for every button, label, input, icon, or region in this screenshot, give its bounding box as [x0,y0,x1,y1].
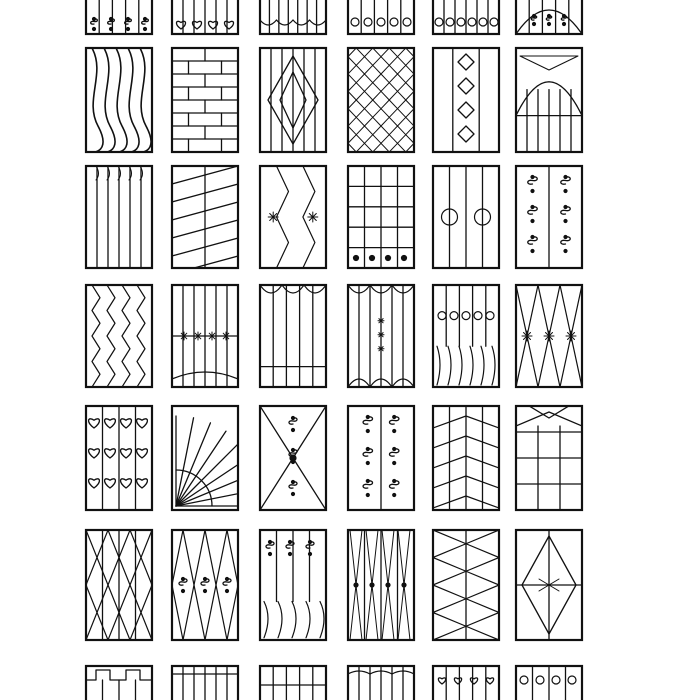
grille-design-diamond-scroll [172,530,238,640]
grille-design-circles [433,166,499,268]
grille-design-bars-curl [86,166,152,268]
grille-design-top-curls [348,0,414,34]
grille-design-hearts [86,406,152,510]
grille-design-top-rings [433,0,499,34]
grille-design-top-scrolls [86,0,152,34]
grille-design-arch-bottom [348,666,414,700]
grille-design-sunburst [172,406,266,510]
grille-design-diamonds-center [433,48,499,152]
grille-design-curl-grid [348,166,414,268]
grille-design-grid-bottom-2 [516,666,582,700]
grille-design-scroll-panels [516,166,582,268]
grille-design-scroll-vertical [348,406,414,510]
grille-design-arches [260,285,326,387]
grille-design-arch-tops [348,285,414,387]
grille-design-basket [433,285,499,387]
grille-design-hearts-bottom [433,666,499,700]
grille-design-chevron [433,406,499,510]
grille-design-diamond-center [260,48,326,152]
grille-design-lattice [348,48,414,152]
grille-design-brick [172,48,238,152]
grille-design-grid-bottom [260,666,326,700]
grille-design-hourglass [348,530,414,640]
grille-design-star-slant [516,285,582,387]
grille-design-zigzag [86,285,152,387]
grille-design-zigzag-star [260,166,326,268]
grille-design-top-arch [516,0,582,34]
grille-design-gothic [516,406,582,510]
grille-design-top-hearts [172,0,238,34]
grille-design-cross-diamond [86,530,152,640]
grille-design-bars-star [172,285,238,387]
grille-design-basket-scroll [260,530,326,640]
grille-design-scroll-diamond [260,406,326,510]
grille-design-wave [86,48,152,152]
grille-design-bars-bottom [172,666,238,700]
grille-design-arch-fan [516,48,582,152]
grille-design-battlement [86,666,152,700]
grille-design-top-waves [260,0,326,34]
grille-design-chevron-x [433,530,499,640]
grille-design-star-frame [516,530,582,640]
grille-design-slant [172,166,238,274]
